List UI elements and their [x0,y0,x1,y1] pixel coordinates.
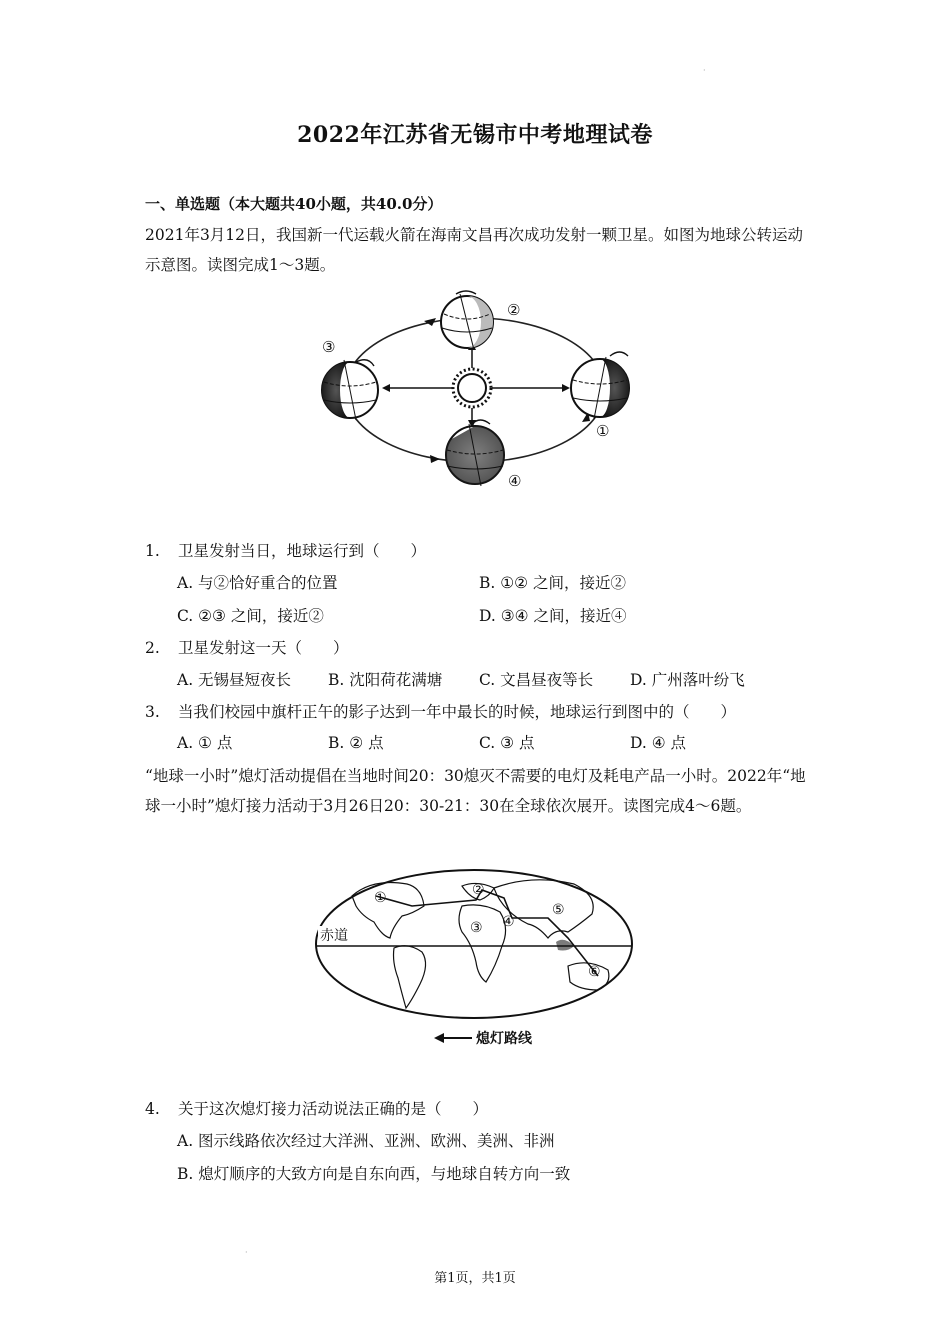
question-1 [145,536,810,566]
map-label-1: ① [374,890,387,906]
label-1: ① [596,422,610,440]
question-2-option-c[interactable]: C. 文昌昼夜等长 [479,671,594,689]
sun-icon [453,369,491,407]
question-3-number: 3. [145,703,160,721]
map-label-6: ⑥ [588,964,601,980]
question-2-option-d[interactable]: D. 广州落叶纷飞 [630,671,745,689]
scan-dot: · [245,1248,248,1257]
question-2-option-a[interactable]: A. 无锡昼短夜长 [177,671,292,689]
earth-position-1 [571,352,629,419]
map-label-4: ④ [502,914,515,930]
intro-paragraph-1: 2021年3月12日，我国新一代运载火箭在海南文昌再次成功发射一颗卫星。如图为地球公转运动示意图。读图完成1～3题。 [145,226,804,274]
page-footer: 第1页，共1页 [434,1271,516,1286]
question-3-option-d[interactable]: D. ④ 点 [630,734,687,752]
question-1-option-c[interactable]: C. ②③ 之间，接近② [177,607,324,625]
intro-paragraph-2: “地球一小时”熄灯活动提倡在当地时间20：30熄灭不需要的电灯及耗电产品一小时。2022年“地球一小时”熄灯接力活动于3月26日20：30-21：30在全球依次展开。读图完成4～6题。 [145,767,806,815]
question-3-option-a[interactable]: A. ① 点 [177,734,233,752]
earth-position-4 [446,420,504,486]
question-2-number: 2. [145,639,160,657]
question-1-stem: 卫星发射当日，地球运行到（ ） [178,542,427,560]
page-title: 2022年江苏省无锡市中考地理试卷 [297,122,653,148]
scan-dot: · [703,66,706,75]
question-3-option-c[interactable]: C. ③ 点 [479,734,535,752]
question-3 [145,697,810,727]
question-4-option-b[interactable]: B. 熄灯顺序的大致方向是自东向西，与地球自转方向一致 [177,1165,571,1183]
label-3: ③ [322,338,336,356]
earth-position-2 [441,291,493,350]
question-2 [145,633,810,663]
earth-position-3 [322,360,378,420]
equator-label: 赤道 [320,928,348,944]
map-label-2: ② [472,882,485,898]
question-1-option-d[interactable]: D. ③④ 之间，接近④ [479,607,627,625]
question-1-number: 1. [145,542,160,560]
question-2-stem: 卫星发射这一天（ ） [178,639,349,657]
map-label-5: ⑤ [552,902,565,918]
question-4-stem: 关于这次熄灯接力活动说法正确的是（ ） [178,1100,489,1118]
world-map-figure [312,866,642,1056]
question-3-option-b[interactable]: B. ② 点 [328,734,384,752]
section-heading: 一、单选题（本大题共40小题，共40.0分） [145,195,443,213]
question-4-number: 4. [145,1100,160,1118]
earth-orbit-figure [310,290,640,495]
question-4-option-a[interactable]: A. 图示线路依次经过大洋洲、亚洲、欧洲、美洲、非洲 [177,1132,555,1150]
legend-label: 熄灯路线 [476,1031,532,1047]
question-1-option-b[interactable]: B. ①② 之间，接近② [479,574,626,592]
question-1-option-a[interactable]: A. 与②恰好重合的位置 [177,574,338,592]
label-2: ② [507,301,521,319]
question-3-stem: 当我们校园中旗杆正午的影子达到一年中最长的时候，地球运行到图中的（ ） [178,703,737,721]
question-2-option-b[interactable]: B. 沈阳荷花满塘 [328,671,443,689]
question-4 [145,1094,810,1124]
label-4: ④ [508,472,522,490]
map-label-3: ③ [470,920,483,936]
